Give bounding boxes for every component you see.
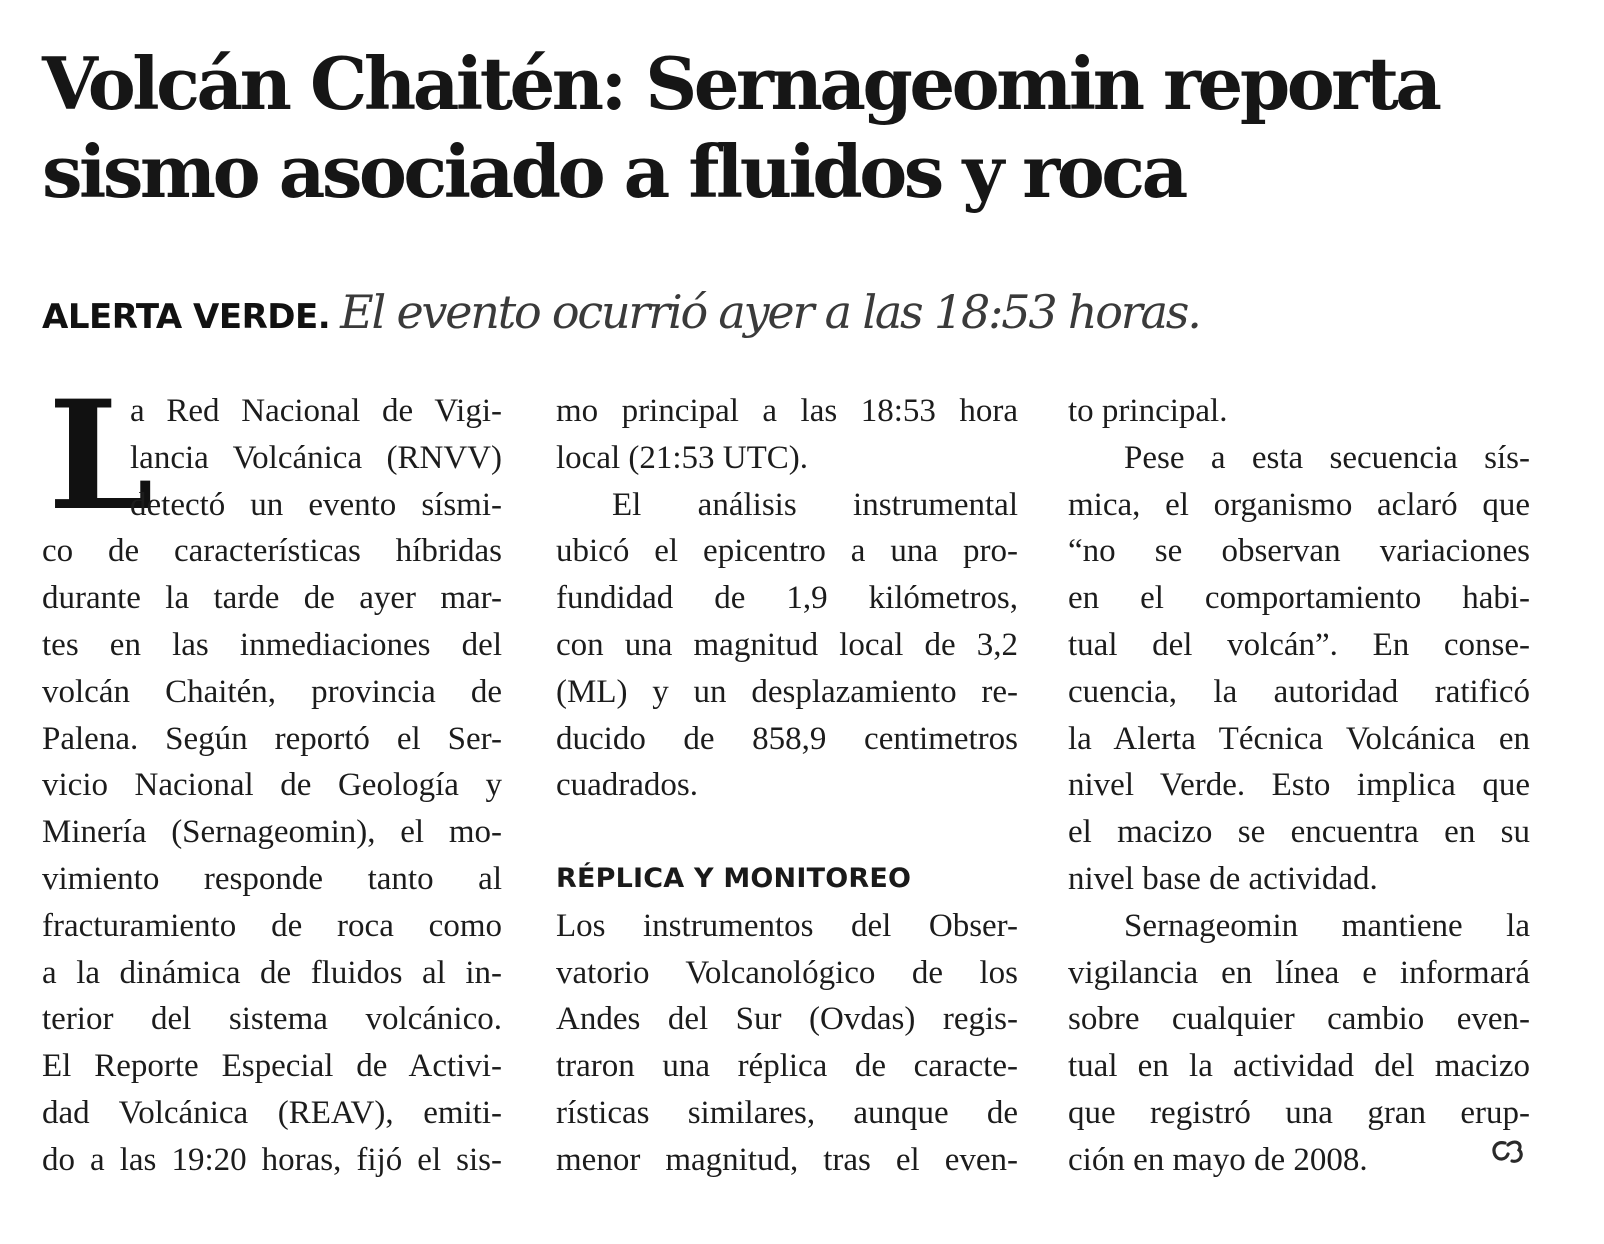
text-line: vigilancia en línea e informará <box>1068 954 1530 991</box>
headline-line-1: Volcán Chaitén: Sernageomin reporta <box>42 41 1439 126</box>
section-heading: RÉPLICA Y MONITOREO <box>556 862 912 894</box>
column-1 <box>42 368 502 1184</box>
column-2 <box>556 388 1018 1184</box>
text-line: vatorio Volcanológico de los <box>556 954 1018 991</box>
text-line: Sernageomin mantiene la <box>1124 907 1530 944</box>
paragraph-spacer <box>556 809 1018 856</box>
text-line: terior del sistema volcánico. <box>42 1001 502 1038</box>
text-line: el macizo se encuentra en su <box>1068 814 1530 851</box>
text-line: volcán Chaitén, provincia de <box>42 673 502 710</box>
text-line: durante la tarde de ayer mar- <box>42 580 502 617</box>
text-line: detectó un evento sísmi- <box>130 486 502 523</box>
headline-line-2: sismo asociado a fluidos y roca <box>42 129 1185 214</box>
text-line: cuadrados. <box>556 767 699 804</box>
text-line: ubicó el epicentro a una pro- <box>556 533 1018 570</box>
text-line: Palena. Según reportó el Ser- <box>42 720 502 757</box>
text-line: local (21:53 UTC). <box>556 439 809 476</box>
text-line: traron una réplica de caracte- <box>556 1048 1018 1085</box>
text-line: “no se observan variaciones <box>1068 533 1530 570</box>
text-line: do a las 19:20 horas, fijó el sis- <box>42 1141 502 1178</box>
text-line: fracturamiento de roca como <box>42 907 502 944</box>
text-line: (ML) y un desplazamiento re- <box>556 673 1018 710</box>
text-line: a Red Nacional de Vigi- <box>130 393 502 429</box>
text-line: rísticas similares, aunque de <box>556 1094 1018 1131</box>
text-line: lancia Volcánica (RNVV) <box>130 439 502 476</box>
text-line: mo principal a las 18:53 hora <box>556 393 1018 429</box>
text-line: tual del volcán”. En conse- <box>1068 626 1530 663</box>
text-line: El Reporte Especial de Activi- <box>42 1048 502 1085</box>
text-line: El análisis instrumental <box>612 486 1018 523</box>
text-line: en el comportamiento habi- <box>1068 580 1530 617</box>
text-line: ción en mayo de 2008. <box>1068 1141 1368 1178</box>
text-line: to principal. <box>1068 393 1228 429</box>
text-line: menor magnitud, tras el even- <box>556 1141 1018 1178</box>
text-line: co de características híbridas <box>42 533 502 570</box>
headline <box>42 40 1572 216</box>
text-line: la Alerta Técnica Volcánica en <box>1068 720 1530 757</box>
text-line: tes en las inmediaciones del <box>42 626 502 663</box>
drop-cap: L <box>48 368 154 544</box>
text-line: tual en la actividad del macizo <box>1068 1048 1530 1085</box>
text-line: sobre cualquier cambio even- <box>1068 1001 1530 1038</box>
column-3 <box>1068 388 1530 1184</box>
text-line: Minería (Sernageomin), el mo- <box>42 814 502 851</box>
text-line: vicio Nacional de Geología y <box>42 767 502 804</box>
text-line: Pese a esta secuencia sís- <box>1124 439 1530 476</box>
text-line: vimiento responde tanto al <box>42 860 502 897</box>
text-line: ducido de 858,9 centimetros <box>556 720 1018 757</box>
kicker: ALERTA VERDE. <box>42 297 331 337</box>
text-line: Los instrumentos del Obser- <box>556 907 1018 944</box>
text-line: con una magnitud local de 3,2 <box>556 626 1018 663</box>
text-line: a la dinámica de fluidos al in- <box>42 954 502 991</box>
subhead <box>42 282 1200 354</box>
text-line: cuencia, la autoridad ratificó <box>1068 673 1530 710</box>
text-line: nivel Verde. Esto implica que <box>1068 767 1530 804</box>
deck: El evento ocurrió ayer a las 18:53 horas. <box>340 285 1200 339</box>
text-line: Andes del Sur (Ovdas) regis- <box>556 1001 1018 1038</box>
text-line: nivel base de actividad. <box>1068 860 1378 897</box>
text-line: que registró una gran erup- <box>1068 1094 1530 1131</box>
text-line: dad Volcánica (REAV), emiti- <box>42 1094 502 1131</box>
end-of-article-icon <box>1488 1135 1528 1167</box>
text-line: fundidad de 1,9 kilómetros, <box>556 580 1018 617</box>
text-line: mica, el organismo aclaró que <box>1068 486 1530 523</box>
